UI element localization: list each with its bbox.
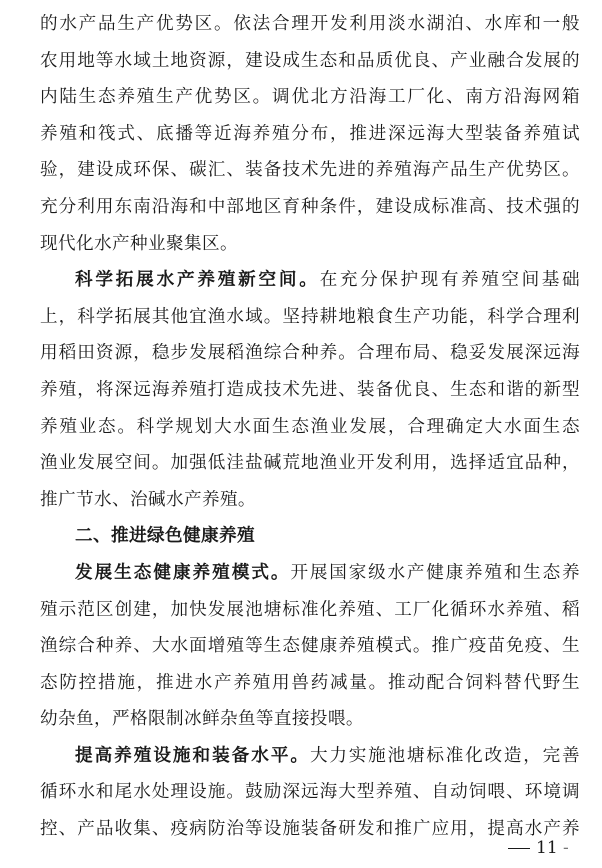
- body-text-line: 现代化水产种业聚集区。: [40, 233, 238, 254]
- body-text-line: 循环水和尾水处理设施。鼓励深远海大型养殖、自动饲喂、环境调: [40, 782, 580, 803]
- paragraph-first-line: [40, 738, 580, 775]
- body-text-line: 养殖和筏式、底播等近海养殖分布，推进深远海大型装备养殖试: [40, 123, 580, 144]
- page-footer: [508, 838, 569, 858]
- body-text-line: 推广节水、治碱水产养殖。: [40, 489, 256, 510]
- body-text-line: 养殖业态。科学规划大水面生态渔业发展，合理确定大水面生态: [40, 416, 580, 437]
- paragraph-text: 开展国家级水产健康养殖和生态养: [290, 562, 580, 583]
- body-text-line: 控、产品收集、疫病防治等设施装备研发和推广应用，提高水产养: [40, 819, 580, 840]
- body-text-line: 充分利用东南沿海和中部地区育种条件，建设成标准高、技术强的: [40, 196, 580, 217]
- paragraph-text: 大力实施池塘标准化改造，完善: [310, 745, 580, 766]
- body-text-line: 的水产品生产优势区。依法合理开发利用淡水湖泊、水库和一般: [40, 14, 580, 34]
- paragraph-first-line: [40, 555, 580, 592]
- paragraph-text: 在充分保护现有养殖空间基础: [319, 270, 580, 291]
- body-text-line: 幼杂鱼，严格限制冰鲜杂鱼等直接投喂。: [40, 709, 364, 730]
- paragraph-first-line: [40, 262, 580, 299]
- footer-trailing-mark: -: [563, 838, 569, 858]
- section-heading: 二、推进绿色健康养殖: [75, 526, 255, 547]
- body-text-line: 殖示范区创建，加快发展池塘标准化养殖、工厂化循环水养殖、稻: [40, 599, 580, 620]
- paragraph-lead-title: 提高养殖设施和装备水平。: [75, 745, 311, 766]
- page-number: 11: [536, 838, 558, 858]
- body-text-line: 态防控措施，推进水产养殖用兽药减量。推动配合饲料替代野生: [40, 672, 580, 693]
- document-page: [40, 6, 580, 848]
- body-text-line: 养殖，将深远海养殖打造成技术先进、装备优良、生态和谐的新型: [40, 379, 580, 400]
- body-text-line: 验，建设成环保、碳汇、装备技术先进的养殖海产品生产优势区。: [40, 160, 580, 181]
- body-text-line: 用稻田资源，稳步发展稻渔综合种养。合理布局、稳妥发展深远海: [40, 343, 580, 364]
- paragraph-lead-title: 科学拓展水产养殖新空间。: [75, 270, 320, 291]
- body-text-line: 上，科学拓展其他宜渔水域。坚持耕地粮食生产功能，科学合理利: [40, 306, 580, 327]
- body-text-line: 渔业发展空间。加强低洼盐碱荒地渔业开发利用，选择适宜品种，: [40, 453, 580, 474]
- body-text-line: 渔综合种养、大水面增殖等生态健康养殖模式。推广疫苗免疫、生: [40, 636, 580, 657]
- footer-dash: [508, 848, 530, 850]
- body-text-line: 农用地等水域土地资源，建设成生态和品质优良、产业融合发展的: [40, 50, 580, 71]
- paragraph-lead-title: 发展生态健康养殖模式。: [75, 562, 291, 583]
- body-text-line: 内陆生态养殖生产优势区。调优北方沿海工厂化、南方沿海网箱: [40, 87, 580, 108]
